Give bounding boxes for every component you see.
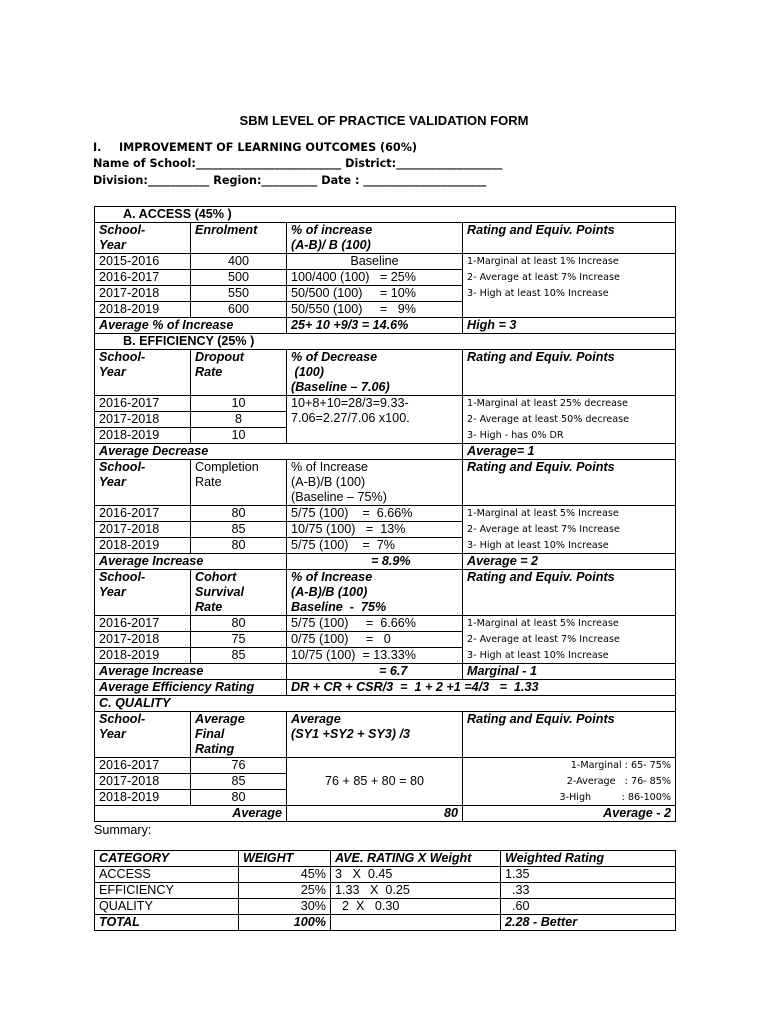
table-row [95, 522, 676, 538]
col-increase-baseline: Baseline - 75% [291, 600, 387, 614]
dropout-header-row [95, 350, 676, 396]
rating-note: 2-Average : 76- 85% [463, 774, 676, 790]
cohort-average-row [95, 664, 676, 680]
table-row [95, 302, 676, 318]
year-cell: 2018-2019 [95, 648, 191, 664]
year-cell: 2016-2017 [95, 506, 191, 522]
year-cell: 2018-2019 [95, 790, 191, 806]
weighted-cell: 1.35 [501, 867, 676, 883]
calc-cell: Baseline [287, 254, 463, 270]
cohort-cell: 80 [191, 616, 287, 632]
year-cell: 2017-2018 [95, 522, 191, 538]
average-calc: = 8.9% [287, 554, 463, 570]
weight-cell: 25% [239, 883, 331, 899]
col-average-2: Final [195, 727, 225, 741]
enrolment-cell: 600 [191, 302, 287, 318]
weight-cell: 30% [239, 899, 331, 915]
rating-cell: 80 [191, 790, 287, 806]
col-enrolment: Enrolment [191, 223, 287, 254]
cohort-cell: 75 [191, 632, 287, 648]
col-increase: % of Increase [291, 570, 373, 584]
average-calc: 80 [287, 806, 463, 822]
col-average: Average [195, 712, 245, 726]
total-weight: 100% [239, 915, 331, 931]
empty-cell [287, 444, 463, 460]
average-label: Average Increase [95, 664, 287, 680]
summary-label: Summary: [94, 823, 152, 837]
cohort-header-row [95, 570, 676, 616]
col-weight: WEIGHT [239, 851, 331, 867]
col-average-formula-2: (SY1 +SY2 + SY3) /3 [291, 727, 411, 741]
col-increase: % of Increase [291, 460, 369, 474]
calc-cell: 5/75 (100) = 6.66% [287, 506, 463, 522]
col-school-year: School- [99, 712, 146, 726]
section-title: IMPROVEMENT OF LEARNING OUTCOMES (60%) [119, 141, 418, 154]
completion-cell: 85 [191, 522, 287, 538]
table-row [95, 758, 676, 774]
year-cell: 2016-2017 [95, 270, 191, 286]
average-label: Average % of Increase [95, 318, 287, 334]
year-cell: 2016-2017 [95, 616, 191, 632]
col-school-year-2: Year [99, 585, 126, 599]
table-row [95, 396, 676, 412]
col-school-year: School- [99, 570, 146, 584]
summary-header-row [95, 851, 676, 867]
rating-cell: 85 [191, 774, 287, 790]
summary-table [94, 850, 676, 931]
access-average-row [95, 318, 676, 334]
col-rating: Rating and Equiv. Points [463, 570, 676, 616]
year-cell: 2016-2017 [95, 396, 191, 412]
rating-note: 1-Marginal at least 5% Increase [463, 506, 676, 522]
completion-average-row [95, 554, 676, 570]
col-school-year: School- [99, 350, 146, 364]
col-school-year-2: Year [99, 365, 126, 379]
col-decrease-baseline: (Baseline – 7.06) [291, 380, 390, 394]
rating-note: 2- Average at least 7% Increase [463, 270, 676, 286]
calc-cell: 100/400 (100) = 25% [287, 270, 463, 286]
col-cohort: Cohort [195, 570, 237, 584]
year-cell: 2017-2018 [95, 412, 191, 428]
quality-calc: 76 + 85 + 80 = 80 [287, 758, 463, 806]
average-rating: High = 3 [463, 318, 676, 334]
col-rating: Rating and Equiv. Points [463, 460, 676, 506]
col-increase: % of increase [291, 223, 373, 237]
efficiency-heading: B. EFFICIENCY (25% ) [95, 334, 676, 350]
efficiency-rating-calc: DR + CR + CSR/3 = 1 + 2 +1 =4/3 = 1.33 [287, 680, 676, 696]
rating-note: 3- High at least 10% Increase [463, 538, 676, 554]
calc-cell: 10/75 (100) = 13% [287, 522, 463, 538]
rating-note: 2- Average at least 7% Increase [463, 632, 676, 648]
weight-cell: 45% [239, 867, 331, 883]
year-cell: 2018-2019 [95, 302, 191, 318]
col-dropout-2: Rate [195, 365, 223, 379]
table-row [95, 538, 676, 554]
form-title: SBM LEVEL OF PRACTICE VALIDATION FORM [239, 113, 529, 128]
efficiency-rating-row [95, 680, 676, 696]
enrolment-cell: 550 [191, 286, 287, 302]
col-cohort-2: Survival [195, 585, 245, 599]
calc-cell: 50/500 (100) = 10% [287, 286, 463, 302]
access-header-row [95, 223, 676, 254]
ave-cell: 2 X 0.30 [331, 899, 501, 915]
rating-note: 1-Marginal at least 25% decrease [463, 396, 676, 412]
col-ave-rating: AVE. RATING X Weight [331, 851, 501, 867]
rating-note: 1-Marginal at least 5% Increase [463, 616, 676, 632]
table-row [95, 270, 676, 286]
ave-cell: 3 X 0.45 [331, 867, 501, 883]
average-rating: Average = 2 [463, 554, 676, 570]
col-average-formula: Average [291, 712, 341, 726]
year-cell: 2017-2018 [95, 774, 191, 790]
rating-note: 2- Average at least 50% decrease [463, 412, 676, 428]
rating-note: 3- High - has 0% DR [463, 428, 676, 444]
average-label: Average Increase [95, 554, 287, 570]
calc-cell: 5/75 (100) = 7% [287, 538, 463, 554]
col-cohort-3: Rate [195, 600, 223, 614]
calc-cell: 10/75 (100) = 13.33% [287, 648, 463, 664]
year-cell: 2017-2018 [95, 286, 191, 302]
col-dropout: Dropout [195, 350, 244, 364]
weighted-cell: .60 [501, 899, 676, 915]
average-calc: 25+ 10 +9/3 = 14.6% [287, 318, 463, 334]
rating-note: 3- High at least 10% Increase [463, 648, 676, 664]
col-weighted-rating: Weighted Rating [501, 851, 676, 867]
col-school-year: School- [99, 223, 146, 237]
table-row [95, 899, 676, 915]
completion-cell: 80 [191, 506, 287, 522]
rating-note: 2- Average at least 7% Increase [463, 522, 676, 538]
average-label: Average Decrease [95, 444, 287, 460]
year-cell: 2016-2017 [95, 758, 191, 774]
year-cell: 2018-2019 [95, 428, 191, 444]
dropout-cell: 8 [191, 412, 287, 428]
col-average-3: Rating [195, 742, 235, 756]
year-cell: 2017-2018 [95, 632, 191, 648]
col-rating: Rating and Equiv. Points [463, 350, 676, 396]
rating-note [463, 302, 676, 318]
category-cell: QUALITY [95, 899, 239, 915]
summary-total-row [95, 915, 676, 931]
division-region-date-line[interactable]: Division:___________ Region:__________ Date : ______________________ [93, 174, 487, 187]
calc-cell: 0/75 (100) = 0 [287, 632, 463, 648]
completion-cell: 80 [191, 538, 287, 554]
year-cell: 2018-2019 [95, 538, 191, 554]
col-rating: Rating and Equiv. Points [463, 712, 676, 758]
col-rating: Rating and Equiv. Points [463, 223, 676, 254]
table-row [95, 616, 676, 632]
dropout-calc-line1: 10+8+10=28/3=9.33- [291, 396, 409, 410]
table-row [95, 648, 676, 664]
ave-cell: 1.33 X 0.25 [331, 883, 501, 899]
col-school-year-2: Year [99, 475, 126, 489]
quality-average-row [95, 806, 676, 822]
dropout-cell: 10 [191, 428, 287, 444]
year-cell: 2015-2016 [95, 254, 191, 270]
table-row [95, 506, 676, 522]
average-rating: Average - 2 [463, 806, 676, 822]
col-decrease: % of Decrease [291, 350, 378, 364]
dropout-cell: 10 [191, 396, 287, 412]
col-school-year-2: Year [99, 727, 126, 741]
validation-table [94, 206, 676, 822]
section-number: I. [93, 141, 102, 154]
col-increase-baseline: (Baseline – 75%) [291, 490, 387, 504]
quality-header-row [95, 712, 676, 758]
col-increase-formula: (A-B)/B (100) [291, 475, 366, 489]
table-row [95, 286, 676, 302]
rating-cell: 76 [191, 758, 287, 774]
average-rating: Marginal - 1 [463, 664, 676, 680]
rating-note: 1-Marginal at least 1% Increase [463, 254, 676, 270]
section-heading [93, 141, 417, 154]
access-heading: A. ACCESS (45% ) [95, 207, 676, 223]
col-increase-formula: (A-B)/ B (100) [291, 238, 371, 252]
col-decrease-2: (100) [291, 365, 324, 379]
calc-cell: 50/550 (100) = 9% [287, 302, 463, 318]
weighted-cell: .33 [501, 883, 676, 899]
total-weighted-rating: 2.28 - Better [501, 915, 676, 931]
calc-cell: 5/75 (100) = 6.66% [287, 616, 463, 632]
col-completion-2: Rate [195, 475, 222, 489]
quality-heading: C. QUALITY [95, 696, 676, 712]
dropout-calc-line2: 7.06=2.27/7.06 x100. [291, 411, 410, 425]
enrolment-cell: 400 [191, 254, 287, 270]
col-category: CATEGORY [95, 851, 239, 867]
enrolment-cell: 500 [191, 270, 287, 286]
school-district-line[interactable]: Name of School:__________________________ District:___________________ [93, 157, 503, 170]
dropout-average-row [95, 444, 676, 460]
average-rating: Average= 1 [463, 444, 676, 460]
efficiency-rating-label: Average Efficiency Rating [95, 680, 287, 696]
rating-note: 3-High : 86-100% [463, 790, 676, 806]
rating-note: 3- High at least 10% Increase [463, 286, 676, 302]
empty-cell [331, 915, 501, 931]
col-school-year: School- [99, 460, 146, 474]
average-label: Average [95, 806, 287, 822]
category-cell: ACCESS [95, 867, 239, 883]
completion-header-row [95, 460, 676, 506]
col-completion: Completion [195, 460, 259, 474]
col-increase-formula: (A-B)/B (100) [291, 585, 368, 599]
rating-note: 1-Marginal : 65- 75% [463, 758, 676, 774]
col-school-year-2: Year [99, 238, 126, 252]
table-row [95, 254, 676, 270]
table-row [95, 867, 676, 883]
cohort-cell: 85 [191, 648, 287, 664]
table-row [95, 632, 676, 648]
table-row [95, 883, 676, 899]
total-label: TOTAL [95, 915, 239, 931]
average-calc: = 6.7 [287, 664, 463, 680]
category-cell: EFFICIENCY [95, 883, 239, 899]
